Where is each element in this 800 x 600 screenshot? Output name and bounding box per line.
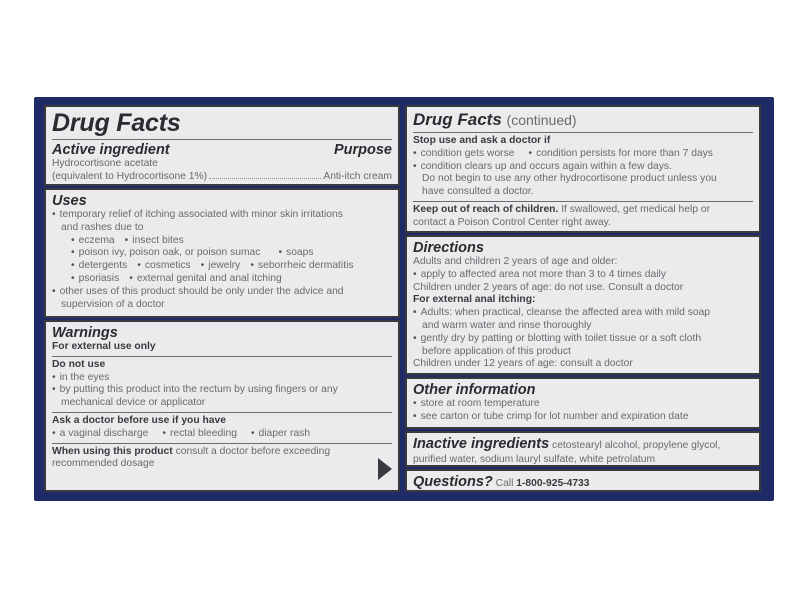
keep-out-cont: contact a Poison Control Center right away.	[413, 216, 611, 228]
when-using-heading: When using this product	[52, 445, 173, 457]
stop-use-note: have consulted a doctor.	[422, 186, 534, 198]
questions-panel	[405, 469, 761, 492]
do-not-use-item: • in the eyes	[52, 372, 392, 385]
stop-use-panel	[405, 105, 761, 233]
stop-use-item: • condition persists for more than 7 days	[528, 148, 712, 161]
other-information-panel	[405, 377, 761, 429]
directions-under2: Children under 2 years of age: do not use. Consult a doctor	[413, 281, 684, 293]
uses-panel	[44, 188, 400, 318]
keep-out-body: If swallowed, get medical help or	[558, 203, 710, 215]
directions-item-cont: and warm water and rinse thoroughly	[422, 319, 592, 331]
directions-under12: Children under 12 years of age: consult a doctor	[413, 358, 633, 370]
uses-item-cont: and rashes due to	[61, 221, 144, 233]
uses-item: • other uses of this product should be only under the advice and	[52, 286, 392, 299]
inactive-ingredients-panel	[405, 431, 761, 467]
other-information-item: • see carton or tube crimp for lot number and expiration date	[413, 411, 753, 424]
other-information-item: • store at room temperature	[413, 398, 753, 411]
drug-facts-label	[34, 97, 774, 501]
keep-out-text	[413, 204, 753, 217]
uses-item: • temporary relief of itching associated with minor skin irritations	[52, 209, 392, 222]
active-ingredient-equivalent: (equivalent to Hydrocortisone 1%)	[52, 170, 208, 182]
uses-sub-item: • soaps	[278, 247, 313, 260]
when-using-cont: recommended dosage	[52, 458, 155, 470]
directions-item: • apply to affected area not more than 3 to 4 times daily	[413, 269, 753, 282]
ask-doctor-item: • rectal bleeding	[162, 428, 237, 441]
directions-item: • gently dry by patting or blotting with toilet tissue or a soft cloth	[413, 333, 753, 346]
do-not-use-item-cont: mechanical device or applicator	[61, 397, 206, 409]
directions-heading: Directions	[413, 240, 484, 256]
ask-doctor-item: • a vaginal discharge	[52, 428, 148, 441]
drug-facts-title: Drug Facts	[52, 109, 181, 137]
uses-sub-item: • jewelry	[201, 260, 241, 273]
stop-use-item: • condition gets worse	[413, 148, 514, 161]
uses-item-cont: supervision of a doctor	[61, 298, 165, 310]
when-using-text	[52, 446, 392, 459]
inactive-ingredients-heading: Inactive ingredients	[413, 436, 550, 452]
when-using-body: consult a doctor before exceeding	[172, 445, 331, 457]
ask-doctor-heading: Ask a doctor before use if you have	[52, 414, 226, 426]
uses-sub-item: • psoriasis	[71, 273, 119, 286]
purpose-value: Anti-itch cream	[323, 170, 392, 182]
keep-out-heading: Keep out of reach of children.	[413, 203, 559, 215]
stop-use-item: • condition clears up and occurs again within a few days.	[413, 161, 753, 174]
active-ingredient-panel	[44, 105, 400, 186]
do-not-use-heading: Do not use	[52, 358, 106, 370]
purpose-heading: Purpose	[333, 142, 392, 158]
directions-item: • Adults: when practical, cleanse the affected area with mild soap	[413, 307, 753, 320]
uses-sub-item: • insect bites	[125, 235, 184, 248]
uses-sub-item: • eczema	[71, 235, 115, 248]
uses-sub-item: • external genital and anal itching	[129, 273, 281, 286]
other-information-heading: Other information	[413, 382, 536, 398]
uses-sub-item: • poison ivy, poison oak, or poison sumac	[71, 247, 260, 260]
do-not-use-item: • by putting this product into the rectum by using fingers or any	[52, 384, 392, 397]
call-label: Call	[492, 478, 517, 489]
directions-item-cont: before application of this product	[422, 345, 571, 357]
directions-panel	[405, 235, 761, 375]
uses-sub-item: • cosmetics	[137, 260, 190, 273]
external-use-only: For external use only	[52, 341, 156, 352]
warnings-heading: Warnings	[52, 325, 118, 341]
continue-arrow-icon	[378, 458, 392, 480]
active-ingredient-heading: Active ingredient	[52, 142, 170, 158]
uses-sub-item: • seborrheic dermatitis	[250, 260, 353, 273]
anal-itching-heading: For external anal itching:	[413, 294, 536, 306]
stop-use-heading: Stop use and ask a doctor if	[413, 135, 551, 146]
uses-heading: Uses	[52, 193, 87, 209]
drug-facts-continued-title: Drug Facts (continued)	[413, 110, 577, 129]
inactive-ingredients-list-cont: purified water, sodium lauryl sulfate, white petrolatum	[413, 454, 656, 465]
directions-adults: Adults and children 2 years of age and older:	[413, 256, 618, 267]
inactive-ingredients-list: cetostearyl alcohol, propylene glycol,	[549, 440, 721, 451]
uses-sub-item: • detergents	[71, 260, 127, 273]
continued-label: (continued)	[506, 112, 577, 128]
stop-use-note: Do not begin to use any other hydrocortisone product unless you	[422, 173, 717, 185]
ask-doctor-item: • diaper rash	[251, 428, 310, 441]
active-ingredient-name: Hydrocortisone acetate	[52, 158, 158, 169]
questions-heading: Questions?	[413, 474, 493, 490]
warnings-panel	[44, 320, 400, 492]
phone-number[interactable]: 1-800-925-4733	[516, 478, 590, 489]
